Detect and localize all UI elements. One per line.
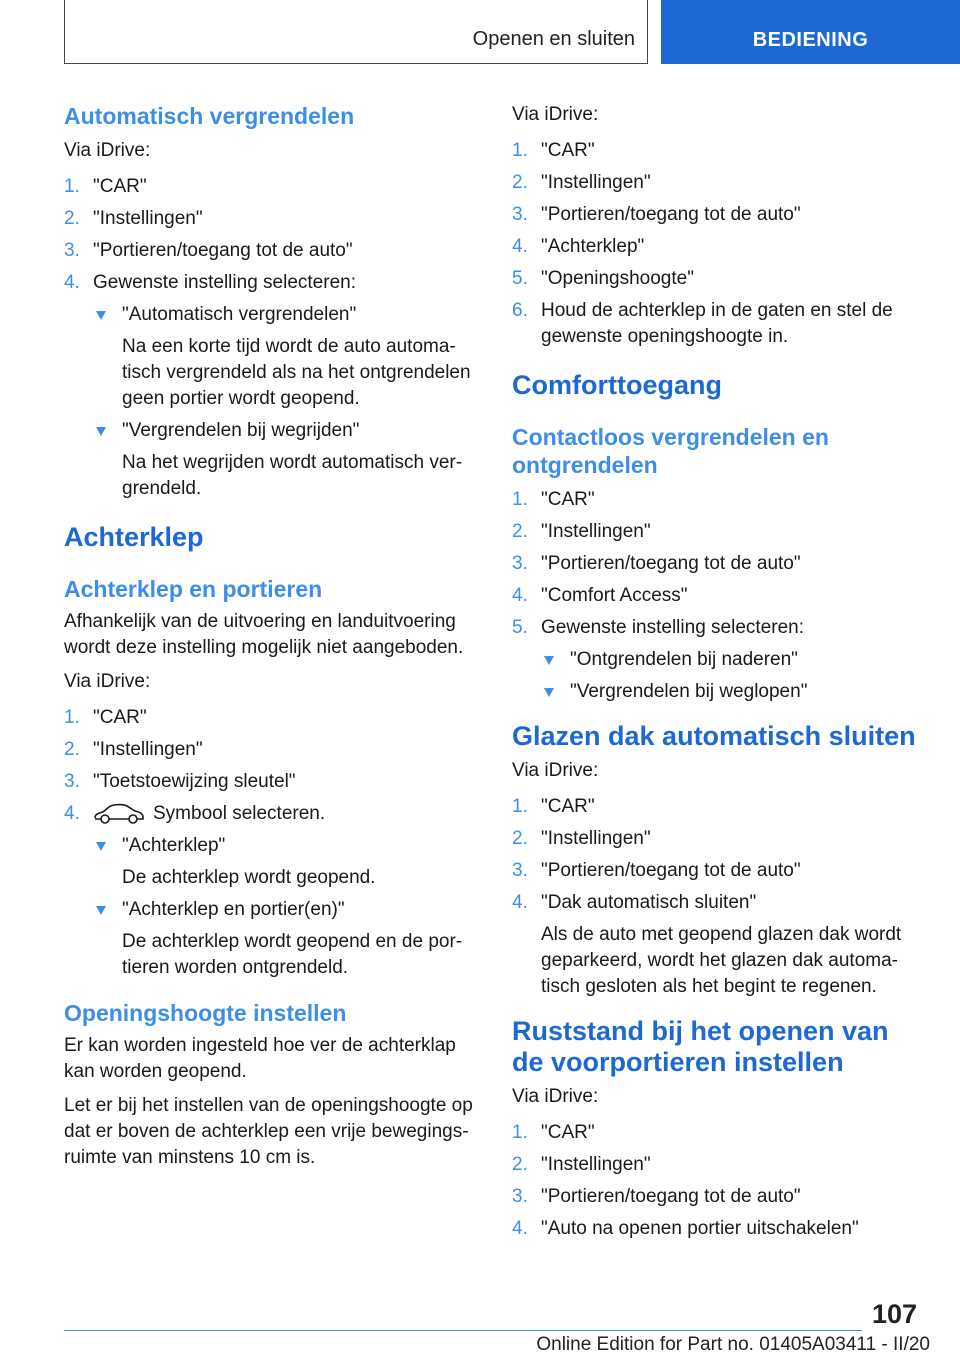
list-item: 2. "Instellingen"	[512, 1154, 651, 1175]
triangle-down-icon	[544, 688, 554, 697]
header-chapter-tab	[661, 0, 960, 64]
triangle-down-icon	[96, 427, 106, 436]
paragraph: Let er bij het instellen van de openingshoogte op dat er boven de achterklep een vrije bewegings-ruimte van minstens 10 cm is.	[64, 1095, 473, 1168]
list-item: 4. "Comfort Access"	[512, 585, 688, 606]
triangle-down-icon	[96, 311, 106, 320]
heading-ruststand: Ruststand bij het openen van de voorportieren instellen	[512, 1016, 889, 1077]
list-item: 1. "CAR"	[512, 489, 595, 510]
list-item: 3. "Portieren/toegang tot de auto"	[512, 860, 801, 881]
list-item: 3. "Portieren/toegang tot de auto"	[512, 553, 801, 574]
list-item: 4. Gewenste instelling selecteren: "Automatisch vergrendelen" Na een korte tijd wordt de auto automa-tisch vergrendeld als na het ontgrendelen geen portier wordt geopend. "Vergrendelen bij wegrijden" Na het wegrijden wordt automatisch ver-grendeld.	[64, 270, 478, 502]
list-item: 4. "Dak automatisch sluiten" Als de auto met geopend glazen dak wordt geparkeerd, wordt het glazen dak automa-tisch gesloten als het begint te regenen.	[512, 890, 918, 1000]
steps-list	[512, 794, 918, 1000]
steps-list	[512, 138, 918, 350]
list-item: 1. "CAR"	[512, 1122, 595, 1143]
paragraph: Er kan worden ingesteld hoe ver de achterklap kan worden geopend.	[64, 1035, 456, 1082]
car-silhouette-icon	[93, 803, 145, 825]
list-item: 4. "Auto na openen portier uitschakelen"	[512, 1218, 859, 1239]
option-description: Na een korte tijd wordt de auto automa-tisch vergrendeld als na het ontgrendelen geen portier wordt geopend.	[122, 336, 471, 409]
list-item: 2. "Instellingen"	[64, 739, 203, 760]
heading-comforttoegang: Comforttoegang	[512, 370, 722, 400]
right-column	[512, 102, 918, 1248]
list-item: 3. "Portieren/toegang tot de auto"	[512, 204, 801, 225]
option-description: Als de auto met geopend glazen dak wordt geparkeerd, wordt het glazen dak automa-tisch gesloten als het begint te regenen.	[541, 924, 902, 997]
header-section-box	[64, 0, 648, 64]
steps-list	[512, 487, 918, 705]
list-item: 2. "Instellingen"	[512, 172, 651, 193]
heading-automatisch-vergrendelen: Automatisch vergrendelen	[64, 103, 355, 129]
via-idrive-text: Via iDrive:	[64, 140, 151, 161]
triangle-down-icon	[96, 906, 106, 915]
left-column	[64, 102, 478, 1171]
option-description: De achterklep wordt geopend en de por-tieren worden ontgrendeld.	[122, 931, 463, 978]
heading-glazen-dak: Glazen dak automatisch sluiten	[512, 721, 916, 751]
heading-contactloos-vergrendelen: Contactloos vergrendelen en ontgrendelen	[512, 424, 829, 478]
steps-list	[512, 1120, 918, 1242]
sub-list-item: "Ontgrendelen bij naderen"	[541, 647, 918, 673]
footer-edition: Online Edition for Part no. 01405A03411 - II/20	[536, 1334, 930, 1355]
sub-list-item: "Vergrendelen bij wegrijden" Na het wegrijden wordt automatisch ver-grendeld.	[93, 418, 478, 502]
list-item: 5. Gewenste instelling selecteren: "Ontgrendelen bij naderen" "Vergrendelen bij weglopen"	[512, 615, 918, 705]
sub-list-item: "Achterklep en portier(en)" De achterklep wordt geopend en de por-tieren worden ontgrendeld.	[93, 897, 478, 981]
triangle-down-icon	[96, 842, 106, 851]
option-description: De achterklep wordt geopend.	[122, 867, 376, 888]
list-item: 4. Symbool selecteren. "Achterklep" De achterklep wordt geopend. "Achterklep en portier(en)" De achterklep wordt geopend en de por-tieren worden ontgrendeld.	[64, 801, 478, 981]
list-item: 1. "CAR"	[64, 176, 147, 197]
via-idrive-text: Via iDrive:	[512, 760, 599, 781]
header-section-title: Openen en sluiten	[472, 28, 635, 50]
header-chapter-title: BEDIENING	[752, 29, 869, 51]
option-description: Na het wegrijden wordt automatisch ver-grendeld.	[122, 452, 463, 499]
list-item: 2. "Instellingen"	[64, 208, 203, 229]
list-item: 1. "CAR"	[64, 707, 147, 728]
intro-paragraph: Afhankelijk van de uitvoering en landuitvoering wordt deze instelling mogelijk niet aangeboden.	[64, 611, 464, 658]
via-idrive-text: Via iDrive:	[512, 1086, 599, 1107]
list-item: 1. "CAR"	[512, 796, 595, 817]
sub-list-item: "Vergrendelen bij weglopen"	[541, 679, 918, 705]
steps-list	[64, 705, 478, 981]
list-item: 3. "Portieren/toegang tot de auto"	[512, 1186, 801, 1207]
sub-list-item: "Automatisch vergrendelen" Na een korte tijd wordt de auto automa-tisch vergrendeld als na het ontgrendelen geen portier wordt geopend.	[93, 302, 478, 412]
sub-list-item: "Achterklep" De achterklep wordt geopend.	[93, 833, 478, 891]
list-item: 4. "Achterklep"	[512, 236, 645, 257]
list-item: 5. "Openingshoogte"	[512, 268, 694, 289]
steps-list	[64, 174, 478, 502]
via-idrive-text: Via iDrive:	[64, 671, 151, 692]
triangle-down-icon	[544, 656, 554, 665]
footer-divider	[64, 1330, 862, 1331]
list-item: 3. "Toetstoewijzing sleutel"	[64, 771, 296, 792]
heading-achterklep-en-portieren: Achterklep en portieren	[64, 576, 323, 602]
list-item: 2. "Instellingen"	[512, 521, 651, 542]
page-number: 107	[872, 1299, 918, 1329]
via-idrive-text: Via iDrive:	[512, 104, 599, 125]
heading-openingshoogte-instellen: Openingshoogte instellen	[64, 1000, 347, 1026]
list-item: 3. "Portieren/toegang tot de auto"	[64, 240, 353, 261]
list-item: 2. "Instellingen"	[512, 828, 651, 849]
list-item: 1. "CAR"	[512, 140, 595, 161]
list-item: 6. Houd de achterklep in de gaten en stel de gewenste openingshoogte in.	[512, 300, 893, 347]
heading-achterklep: Achterklep	[64, 522, 204, 552]
